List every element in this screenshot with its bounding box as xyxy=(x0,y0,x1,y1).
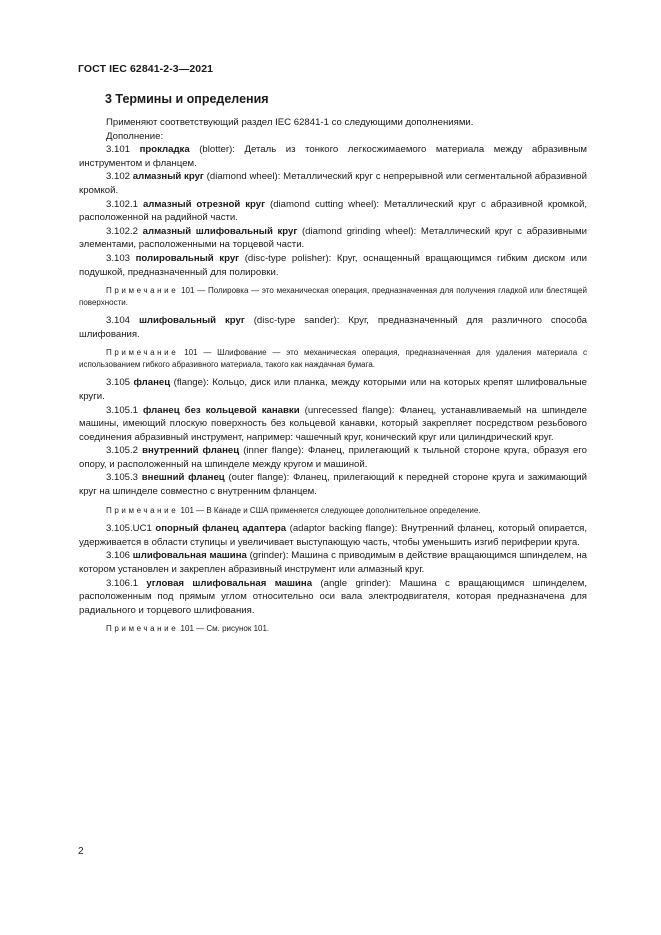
term-definition: 3.106 шлифовальная машина (grinder): Машина с приводимым в действие вращающимся шпинделем, на котором установлен и закреплен абразивный инструмент или алмазный круг. xyxy=(79,550,587,575)
term-definition: 3.106.1 угловая шлифовальная машина (angle grinder): Машина с вращающимся шпинделем, расположенным под прямым углом относительно оси вала электродвигателя, которая предназначена для радиального и торцевого шлифования. xyxy=(79,577,587,616)
section-title: 3 Термины и определения xyxy=(105,92,269,106)
term-definition: 3.104 шлифовальный круг (disc-type sander): Круг, предназначенный для различного способа шлифования. xyxy=(79,315,588,340)
note: Примечание 101 — Шлифование — это механическая операция, предназначенная для удаления материала с использованием гибкого абразивного материала, такого как наждачная бумага. xyxy=(79,348,587,369)
intro-paragraph: Дополнение: xyxy=(106,130,164,142)
page-number: 2 xyxy=(78,846,84,857)
term-definition: 3.102.2 алмазный шлифовальный круг (diamond grinding wheel): Металлический круг с абразивными элементами, расположенными на торцевой части. xyxy=(79,225,587,251)
note: Примечание 101 — Полировка — это механическая операция, предназначенная для получения гладкой или блестящей поверхности. xyxy=(79,286,587,307)
term-definition: 3.102 алмазный круг (diamond wheel): Металлический круг с непрерывной или сегментальной абразивной кромкой. xyxy=(79,171,587,196)
intro-paragraph: Применяют соответствующий раздел IEC 62841-1 со следующими дополнениями. xyxy=(106,117,474,128)
term-definition: 3.105.3 внешний фланец (outer flange): Фланец, прилегающий к передней стороне круга и зажимающий круг на шпинделе совместно с внутренним фланцем. xyxy=(79,472,587,498)
term-definition: 3.105.2 внутренний фланец (inner flange): Фланец, прилегающий к тыльной стороне круга, образуя его опору, и расположенный на шпинделе между кругом и машиной. xyxy=(79,445,587,470)
term-definition: 3.102.1 алмазный отрезной круг (diamond cutting wheel): Металлический круг с абразивной кромкой, расположенной на радийной части. xyxy=(79,198,587,224)
document-body xyxy=(79,116,587,641)
note: Примечание 101 — См. рисунок 101. xyxy=(106,624,270,634)
term-definition: 3.105.1 фланец без кольцевой канавки (unrecessed flange): Фланец, устанавливаемый на шпинделе машины, имеющий плоскую поверхность без кольцевой канавки, который закрепляет посредством резьбового соединения абразивный инструмент, например: чашечный круг, конический круг или цилиндрический круг. xyxy=(79,404,587,443)
document-header: ГОСТ IEC 62841-2-3—2021 xyxy=(78,63,214,75)
term-definition: 3.105 фланец (flange): Кольцо, диск или планка, между которыми или на которых крепят шлифовальные круги. xyxy=(79,377,587,402)
term-definition: 3.103 полировальный круг (disc-type polisher): Круг, оснащенный вращающимся гибким диском или подушкой, предназначенный для полировки. xyxy=(79,252,587,278)
term-definition: 3.101 прокладка (blotter): Деталь из тонкого легкосжимаемого материала между абразивным инструментом и фланцем. xyxy=(79,144,588,169)
note: Примечание 101 — В Канаде и США применяется следующее дополнительное определение. xyxy=(106,505,481,515)
term-definition: 3.105.UC1 опорный фланец адаптера (adaptor backing flange): Внутренний фланец, который опирается, удерживается в области ступицы и увеличивает выступающую часть, чтобы уменьшить изгиб периферии круга. xyxy=(79,523,587,548)
